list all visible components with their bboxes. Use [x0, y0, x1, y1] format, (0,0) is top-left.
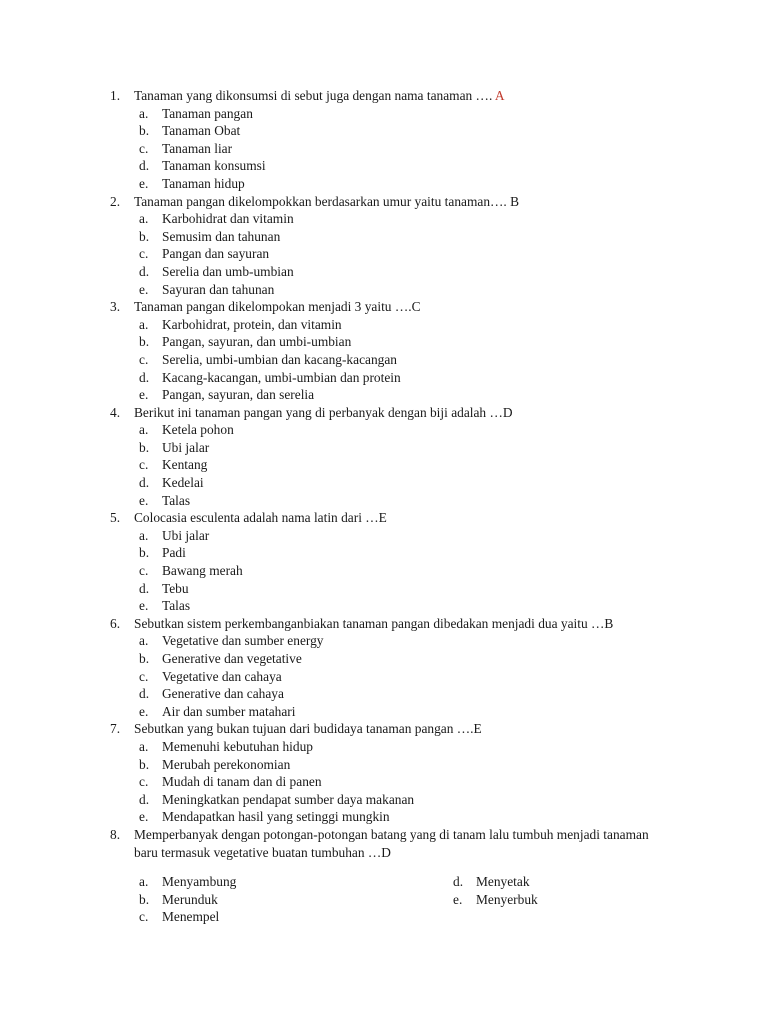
option-letter: b. [139, 334, 150, 350]
option-item [0, 544, 768, 562]
option-text: Pangan, sayuran, dan serelia [162, 387, 315, 403]
option-letter: c. [139, 563, 149, 579]
option-letter: a. [139, 316, 149, 332]
option-letter: e. [139, 598, 149, 614]
option-text: Padi [162, 545, 186, 561]
option-letter: c. [139, 140, 149, 156]
option-text: Memenuhi kebutuhan hidup [162, 738, 313, 754]
option-text: Ubi jalar [162, 527, 210, 543]
option-letter: e. [139, 175, 149, 191]
option-item [0, 228, 768, 246]
question-number: 3. [110, 299, 121, 315]
option-item [0, 333, 768, 351]
option-text: Tanaman Obat [162, 123, 241, 139]
option-text: Serelia dan umb-umbian [162, 263, 294, 279]
option-item [0, 474, 768, 492]
question-number: 2. [110, 193, 121, 209]
option-text: Bawang merah [162, 563, 243, 579]
question-line [0, 509, 768, 527]
question-2 [0, 193, 768, 299]
option-letter: a. [139, 527, 149, 543]
question-text: Colocasia esculenta adalah nama latin dari …E [134, 510, 387, 526]
option-letter: d. [139, 369, 150, 385]
option-text: Pangan, sayuran, dan umbi-umbian [162, 334, 352, 350]
option-item [0, 421, 768, 439]
question-number: 4. [110, 404, 121, 420]
option-letter: c. [139, 246, 149, 262]
option-letter: b. [139, 123, 150, 139]
option-letter: d. [139, 580, 150, 596]
option-item [0, 597, 768, 615]
option-item [0, 632, 768, 650]
option-item [0, 580, 768, 598]
answer-key: A [494, 88, 505, 103]
option-letter: e. [139, 703, 149, 719]
option-letter: a. [139, 874, 149, 890]
option-text: Kacang-kacangan, umbi-umbian dan protein [162, 369, 401, 385]
option-letter: d. [139, 791, 150, 807]
option-item [0, 439, 768, 457]
option-letter: e. [139, 492, 149, 508]
option-item [0, 650, 768, 668]
option-text: Tanaman hidup [162, 175, 245, 191]
option-text: Karbohidrat, protein, dan vitamin [162, 316, 342, 332]
repeated-questions [0, 193, 768, 826]
option-letter: c. [139, 351, 149, 367]
option-item [0, 808, 768, 826]
option-letter: c. [139, 457, 149, 473]
option-letter: d. [139, 475, 150, 491]
option-item [0, 527, 768, 545]
option-item [0, 281, 768, 299]
option-item [0, 668, 768, 686]
option-letter: a. [139, 105, 149, 121]
question-7 [0, 720, 768, 826]
option-text: Tanaman konsumsi [162, 158, 266, 174]
option-text: Ketela pohon [162, 422, 234, 438]
question-6 [0, 615, 768, 721]
question-text [134, 87, 654, 105]
option-item [0, 386, 768, 404]
option-text: Menyerbuk [476, 891, 538, 907]
option-letter: c. [139, 668, 149, 684]
option-text: Serelia, umbi-umbian dan kacang-kacangan [162, 351, 397, 367]
option-text: Ubi jalar [162, 439, 210, 455]
option-item [0, 685, 768, 703]
question-number: 5. [110, 510, 121, 526]
option-item [0, 210, 768, 228]
option-text: Menyetak [476, 874, 530, 890]
option-text: Vegetative dan sumber energy [162, 633, 324, 649]
question-line [0, 193, 768, 211]
option-letter: b. [139, 651, 150, 666]
option-letter: a. [139, 211, 149, 227]
question-line [0, 615, 768, 633]
question-4 [0, 404, 768, 510]
question-line [0, 298, 768, 316]
option-item [0, 157, 768, 175]
option-text: Vegetative dan cahaya [162, 668, 282, 684]
option-letter: d. [139, 686, 150, 702]
option-text: Karbohidrat dan vitamin [162, 211, 294, 227]
option-item [0, 756, 768, 774]
option-text: Talas [162, 492, 191, 508]
question-number: 7. [110, 721, 121, 737]
option-text: Menempel [162, 909, 220, 925]
question-line [0, 404, 768, 422]
option-letter: e. [139, 387, 149, 403]
option-letter: b. [139, 891, 150, 907]
option-letter: b. [139, 228, 150, 244]
option-text: Pangan dan sayuran [162, 246, 270, 262]
question-number: 8. [110, 826, 121, 842]
option-item [0, 456, 768, 474]
option-item [0, 175, 768, 193]
option-text: Semusim dan tahunan [162, 228, 281, 244]
option-text: Merubah perekonomian [162, 756, 291, 772]
option-item [0, 245, 768, 263]
option-text: Air dan sumber matahari [162, 703, 296, 719]
option-text: Meningkatkan pendapat sumber daya makanan [162, 791, 415, 807]
option-letter: d. [139, 158, 150, 174]
option-text: Tebu [162, 580, 189, 596]
option-text: Kentang [162, 457, 208, 473]
option-letter: e. [139, 281, 149, 297]
option-item [0, 122, 768, 140]
option-text: Tanaman pangan [162, 105, 253, 121]
question-list [0, 87, 768, 927]
option-text: Sayuran dan tahunan [162, 281, 275, 297]
option-letter: e. [453, 891, 463, 907]
question-text: Memperbanyak dengan potongan-potongan batang yang di tanam lalu tumbuh menjadi tanaman baru termasuk vegetative buatan tumbuhan …D [134, 826, 649, 860]
option-item [0, 263, 768, 281]
option-text: Mudah di tanam dan di panen [162, 774, 322, 790]
option-item [0, 492, 768, 510]
option-text: Merunduk [162, 891, 218, 907]
option-text: Talas [162, 598, 191, 614]
option-item [0, 791, 768, 809]
question-stem: Tanaman yang dikonsumsi di sebut juga dengan nama tanaman …. [134, 88, 495, 103]
option-letter: a. [139, 633, 149, 649]
option-letter: b. [139, 756, 150, 772]
option-letter: b. [139, 439, 150, 455]
question-number: 1. [110, 88, 121, 103]
question-line [0, 826, 768, 861]
option-item [0, 703, 768, 721]
question-8 [0, 826, 768, 927]
option-letter: d. [139, 263, 150, 279]
option-text: Kedelai [162, 475, 204, 491]
option-letter: c. [139, 909, 149, 925]
option-text: Generative dan cahaya [162, 686, 284, 702]
option-letter: a. [139, 738, 149, 754]
option-item [0, 316, 768, 334]
option-letter: a. [139, 422, 149, 438]
option-item [0, 773, 768, 791]
option-item [0, 738, 768, 756]
option-item [0, 562, 768, 580]
option-text: Tanaman liar [162, 140, 233, 156]
option-text: Generative dan vegetative [162, 651, 302, 666]
option-grid [0, 873, 768, 927]
question-1 [0, 87, 768, 193]
option-letter: e. [139, 809, 149, 825]
option-text: Menyambung [162, 874, 237, 890]
question-text: Berikut ini tanaman pangan yang di perbanyak dengan biji adalah …D [134, 404, 513, 420]
option-letter: c. [139, 774, 149, 790]
question-5 [0, 509, 768, 615]
question-number: 6. [110, 615, 121, 631]
question-text: Sebutkan yang bukan tujuan dari budidaya tanaman pangan ….E [134, 721, 482, 737]
option-letter: b. [139, 545, 150, 561]
question-3 [0, 298, 768, 404]
question-text: Tanaman pangan dikelompokkan berdasarkan umur yaitu tanaman…. B [134, 193, 520, 209]
question-text: Sebutkan sistem perkembanganbiakan tanaman pangan dibedakan menjadi dua yaitu …B [134, 615, 614, 631]
option-text: Mendapatkan hasil yang setinggi mungkin [162, 809, 390, 825]
option-item [0, 105, 768, 123]
option-item [0, 351, 768, 369]
option-letter: d. [453, 874, 464, 890]
question-text: Tanaman pangan dikelompokan menjadi 3 yaitu ….C [134, 299, 421, 315]
option-item [0, 140, 768, 158]
question-line [0, 87, 768, 105]
option-item [0, 369, 768, 387]
question-line [0, 720, 768, 738]
